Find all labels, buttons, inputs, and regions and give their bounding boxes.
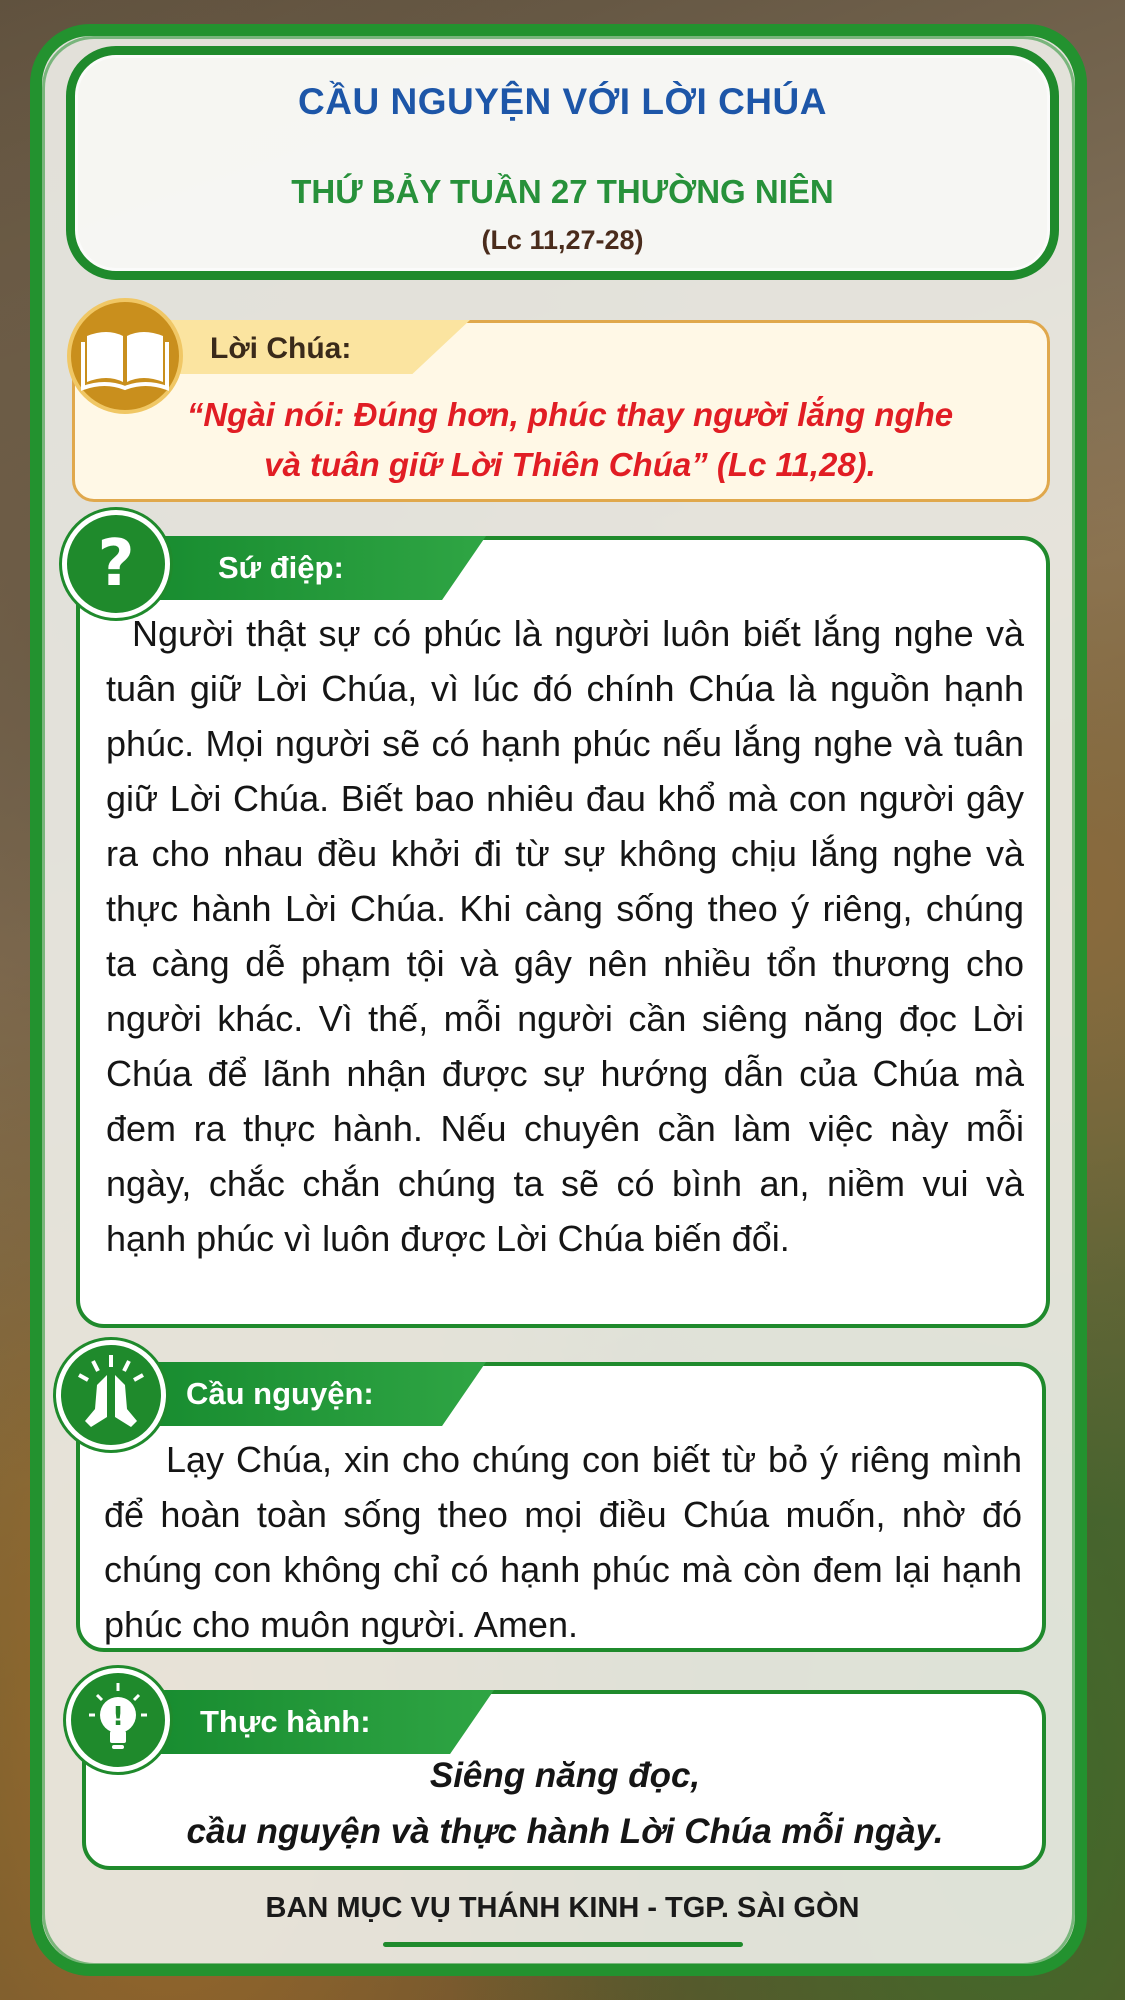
practice-line-2: cầu nguyện và thực hành Lời Chúa mỗi ngày. [186,1812,944,1851]
practice-text [110,1748,1020,1860]
header-panel [66,46,1059,280]
svg-text:!: ! [112,1702,124,1732]
svg-text:?: ? [97,527,135,601]
practice-line-1: Siêng năng đọc, [429,1756,701,1795]
liturgical-day: THỨ BẢY TUẦN 27 THƯỜNG NIÊN [291,173,834,210]
message-text: Người thật sự có phúc là người luôn biết lắng nghe và tuân giữ Lời Chúa, vì lúc đó chính Chúa là nguồn hạnh phúc. Mọi người sẽ có hạnh phúc nếu lắng nghe và tuân giữ Lời Chúa. Biết bao nhiêu đau khổ mà con người gây ra cho nhau đều khởi đi từ sự không chịu lắng nghe và thực hành Lời Chúa. Khi càng sống theo ý riêng, chúng ta càng dễ phạm tội và gây nên nhiều tổn thương cho người khác. Vì thế, mỗi người cần siêng năng đọc Lời Chúa để lãnh nhận được sự hướng dẫn của Chúa mà đem ra thực hành. Nếu chuyên cần làm việc này mỗi ngày, chắc chắn chúng ta sẽ có bình an, niềm vui và hạnh phúc vì luôn được Lời Chúa biến đổi. [106,613,1024,1259]
practice-label: Thực hành: [200,1704,371,1739]
message-label: Sứ điệp: [218,550,344,585]
prayer-text: Lạy Chúa, xin cho chúng con biết từ bỏ ý riêng mình để hoàn toàn sống theo mọi điều Chúa muốn, nhờ đó chúng con không chỉ có hạnh phúc mà còn đem lại hạnh phúc cho muôn người. Amen. [104,1439,1022,1645]
footer-divider [383,1942,743,1947]
word-of-god-quote [110,390,1030,490]
question-mark-icon [62,510,170,618]
footer-credit: BAN MỤC VỤ THÁNH KINH - TGP. SÀI GÒN [265,1892,860,1924]
page-title: CẦU NGUYỆN VỚI LỜI CHÚA [298,81,827,122]
quote-line-2: và tuân giữ Lời Thiên Chúa” (Lc 11,28). [264,446,876,483]
scripture-reference: (Lc 11,27-28) [481,225,644,255]
quote-line-1: “Ngài nói: Đúng hơn, phúc thay người lắng nghe [186,396,954,433]
word-of-god-label: Lời Chúa: [210,332,352,365]
prayer-label: Cầu nguyện: [186,1376,374,1411]
